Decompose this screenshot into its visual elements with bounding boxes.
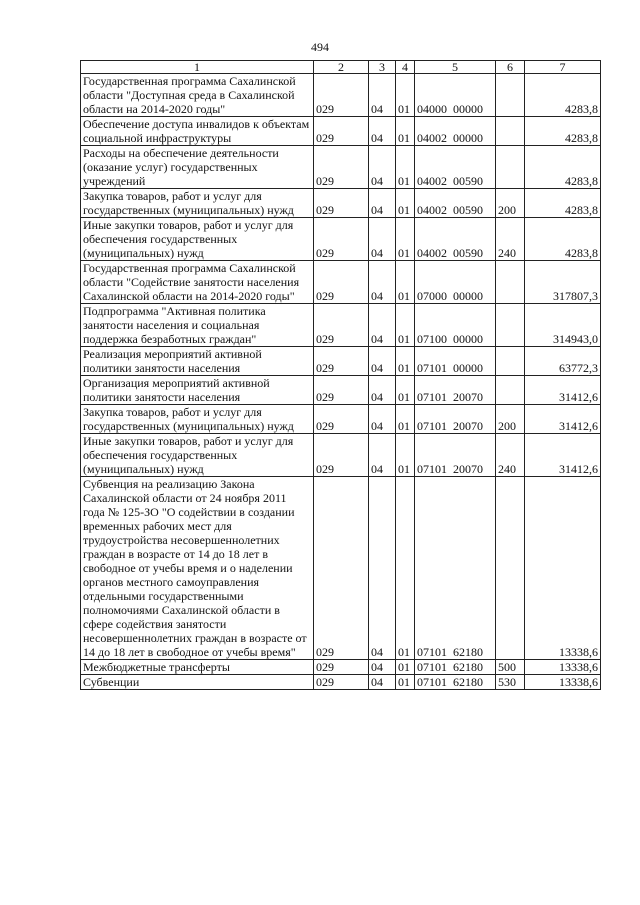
row-name: Субвенции <box>81 675 314 690</box>
table-row <box>81 434 601 477</box>
table-row <box>81 261 601 304</box>
amount: 13338,6 <box>525 477 601 660</box>
target-article-code: 07101 20070 <box>415 434 496 477</box>
section-code: 04 <box>369 189 396 218</box>
column-header: 4 <box>396 61 415 74</box>
section-code: 04 <box>369 405 396 434</box>
amount: 317807,3 <box>525 261 601 304</box>
target-article-code: 04002 00590 <box>415 146 496 189</box>
table-row <box>81 74 601 117</box>
expense-type-code <box>496 376 525 405</box>
expense-type-code: 530 <box>496 675 525 690</box>
admin-code: 029 <box>314 376 369 405</box>
expense-type-code <box>496 146 525 189</box>
subsection-code: 01 <box>396 74 415 117</box>
subsection-code: 01 <box>396 304 415 347</box>
expense-type-code <box>496 261 525 304</box>
amount: 13338,6 <box>525 675 601 690</box>
table-row <box>81 146 601 189</box>
column-header: 6 <box>496 61 525 74</box>
admin-code: 029 <box>314 117 369 146</box>
subsection-code: 01 <box>396 434 415 477</box>
row-name: Закупка товаров, работ и услуг для государственных (муниципальных) нужд <box>81 405 314 434</box>
amount: 4283,8 <box>525 189 601 218</box>
column-header: 5 <box>415 61 496 74</box>
target-article-code: 04000 00000 <box>415 74 496 117</box>
table-row <box>81 660 601 675</box>
admin-code: 029 <box>314 660 369 675</box>
admin-code: 029 <box>314 675 369 690</box>
subsection-code: 01 <box>396 218 415 261</box>
amount: 31412,6 <box>525 434 601 477</box>
amount: 4283,8 <box>525 146 601 189</box>
target-article-code: 04002 00590 <box>415 218 496 261</box>
table-row <box>81 675 601 690</box>
expense-type-code: 240 <box>496 218 525 261</box>
target-article-code: 07100 00000 <box>415 304 496 347</box>
row-name: Иные закупки товаров, работ и услуг для обеспечения государственных (муниципальных) нужд <box>81 434 314 477</box>
table-row <box>81 304 601 347</box>
budget-table <box>80 60 601 690</box>
table-body <box>81 74 601 690</box>
row-name: Государственная программа Сахалинской области "Доступная среда в Сахалинской области на 2014-2020 годы" <box>81 74 314 117</box>
row-name: Расходы на обеспечение деятельности (оказание услуг) государственных учреждений <box>81 146 314 189</box>
section-code: 04 <box>369 304 396 347</box>
expense-type-code <box>496 304 525 347</box>
admin-code: 029 <box>314 304 369 347</box>
row-name: Государственная программа Сахалинской области "Содействие занятости населения Сахалинской области на 2014-2020 годы" <box>81 261 314 304</box>
section-code: 04 <box>369 434 396 477</box>
target-article-code: 07101 20070 <box>415 376 496 405</box>
row-name: Субвенция на реализацию Закона Сахалинской области от 24 ноября 2011 года № 125-ЗО "О содействии в создании временных рабочих мест для трудоустройства несовершеннолетних граждан в возрасте от 14 до 18 лет в свободное от учебы время и о наделении органов местного самоуправления отдельными государственными полномочиями Сахалинской области в сфере содействия занятости несовершеннолетних граждан в возрасте от 14 до 18 лет в свободное от учебы время" <box>81 477 314 660</box>
amount: 13338,6 <box>525 660 601 675</box>
section-code: 04 <box>369 218 396 261</box>
admin-code: 029 <box>314 189 369 218</box>
expense-type-code: 240 <box>496 434 525 477</box>
row-name: Организация мероприятий активной политики занятости населения <box>81 376 314 405</box>
header-row <box>81 61 601 74</box>
amount: 4283,8 <box>525 117 601 146</box>
amount: 4283,8 <box>525 218 601 261</box>
column-header: 2 <box>314 61 369 74</box>
subsection-code: 01 <box>396 347 415 376</box>
admin-code: 029 <box>314 347 369 376</box>
target-article-code: 07101 62180 <box>415 477 496 660</box>
section-code: 04 <box>369 376 396 405</box>
admin-code: 029 <box>314 261 369 304</box>
table-row <box>81 218 601 261</box>
expense-type-code <box>496 117 525 146</box>
section-code: 04 <box>369 74 396 117</box>
subsection-code: 01 <box>396 405 415 434</box>
section-code: 04 <box>369 660 396 675</box>
admin-code: 029 <box>314 434 369 477</box>
row-name: Подпрограмма "Активная политика занятости населения и социальная поддержка безработных граждан" <box>81 304 314 347</box>
row-name: Иные закупки товаров, работ и услуг для обеспечения государственных (муниципальных) нужд <box>81 218 314 261</box>
table-row <box>81 405 601 434</box>
target-article-code: 04002 00000 <box>415 117 496 146</box>
subsection-code: 01 <box>396 376 415 405</box>
table-row <box>81 189 601 218</box>
table-row <box>81 347 601 376</box>
admin-code: 029 <box>314 74 369 117</box>
expense-type-code: 200 <box>496 189 525 218</box>
section-code: 04 <box>369 117 396 146</box>
column-header: 7 <box>525 61 601 74</box>
section-code: 04 <box>369 261 396 304</box>
admin-code: 029 <box>314 146 369 189</box>
target-article-code: 04002 00590 <box>415 189 496 218</box>
amount: 4283,8 <box>525 74 601 117</box>
section-code: 04 <box>369 477 396 660</box>
column-header: 3 <box>369 61 396 74</box>
subsection-code: 01 <box>396 477 415 660</box>
table-row <box>81 117 601 146</box>
column-header: 1 <box>81 61 314 74</box>
section-code: 04 <box>369 146 396 189</box>
subsection-code: 01 <box>396 146 415 189</box>
target-article-code: 07101 62180 <box>415 660 496 675</box>
amount: 31412,6 <box>525 405 601 434</box>
admin-code: 029 <box>314 218 369 261</box>
target-article-code: 07101 00000 <box>415 347 496 376</box>
amount: 63772,3 <box>525 347 601 376</box>
amount: 314943,0 <box>525 304 601 347</box>
expense-type-code <box>496 477 525 660</box>
section-code: 04 <box>369 347 396 376</box>
row-name: Межбюджетные трансферты <box>81 660 314 675</box>
target-article-code: 07101 20070 <box>415 405 496 434</box>
expense-type-code: 500 <box>496 660 525 675</box>
row-name: Обеспечение доступа инвалидов к объектам социальной инфраструктуры <box>81 117 314 146</box>
expense-type-code <box>496 347 525 376</box>
admin-code: 029 <box>314 405 369 434</box>
row-name: Реализация мероприятий активной политики занятости населения <box>81 347 314 376</box>
subsection-code: 01 <box>396 261 415 304</box>
section-code: 04 <box>369 675 396 690</box>
subsection-code: 01 <box>396 675 415 690</box>
expense-type-code: 200 <box>496 405 525 434</box>
target-article-code: 07101 62180 <box>415 675 496 690</box>
subsection-code: 01 <box>396 660 415 675</box>
table-row <box>81 376 601 405</box>
admin-code: 029 <box>314 477 369 660</box>
amount: 31412,6 <box>525 376 601 405</box>
subsection-code: 01 <box>396 189 415 218</box>
expense-type-code <box>496 74 525 117</box>
target-article-code: 07000 00000 <box>415 261 496 304</box>
subsection-code: 01 <box>396 117 415 146</box>
table-row <box>81 477 601 660</box>
row-name: Закупка товаров, работ и услуг для государственных (муниципальных) нужд <box>81 189 314 218</box>
page-number: 494 <box>311 40 329 54</box>
